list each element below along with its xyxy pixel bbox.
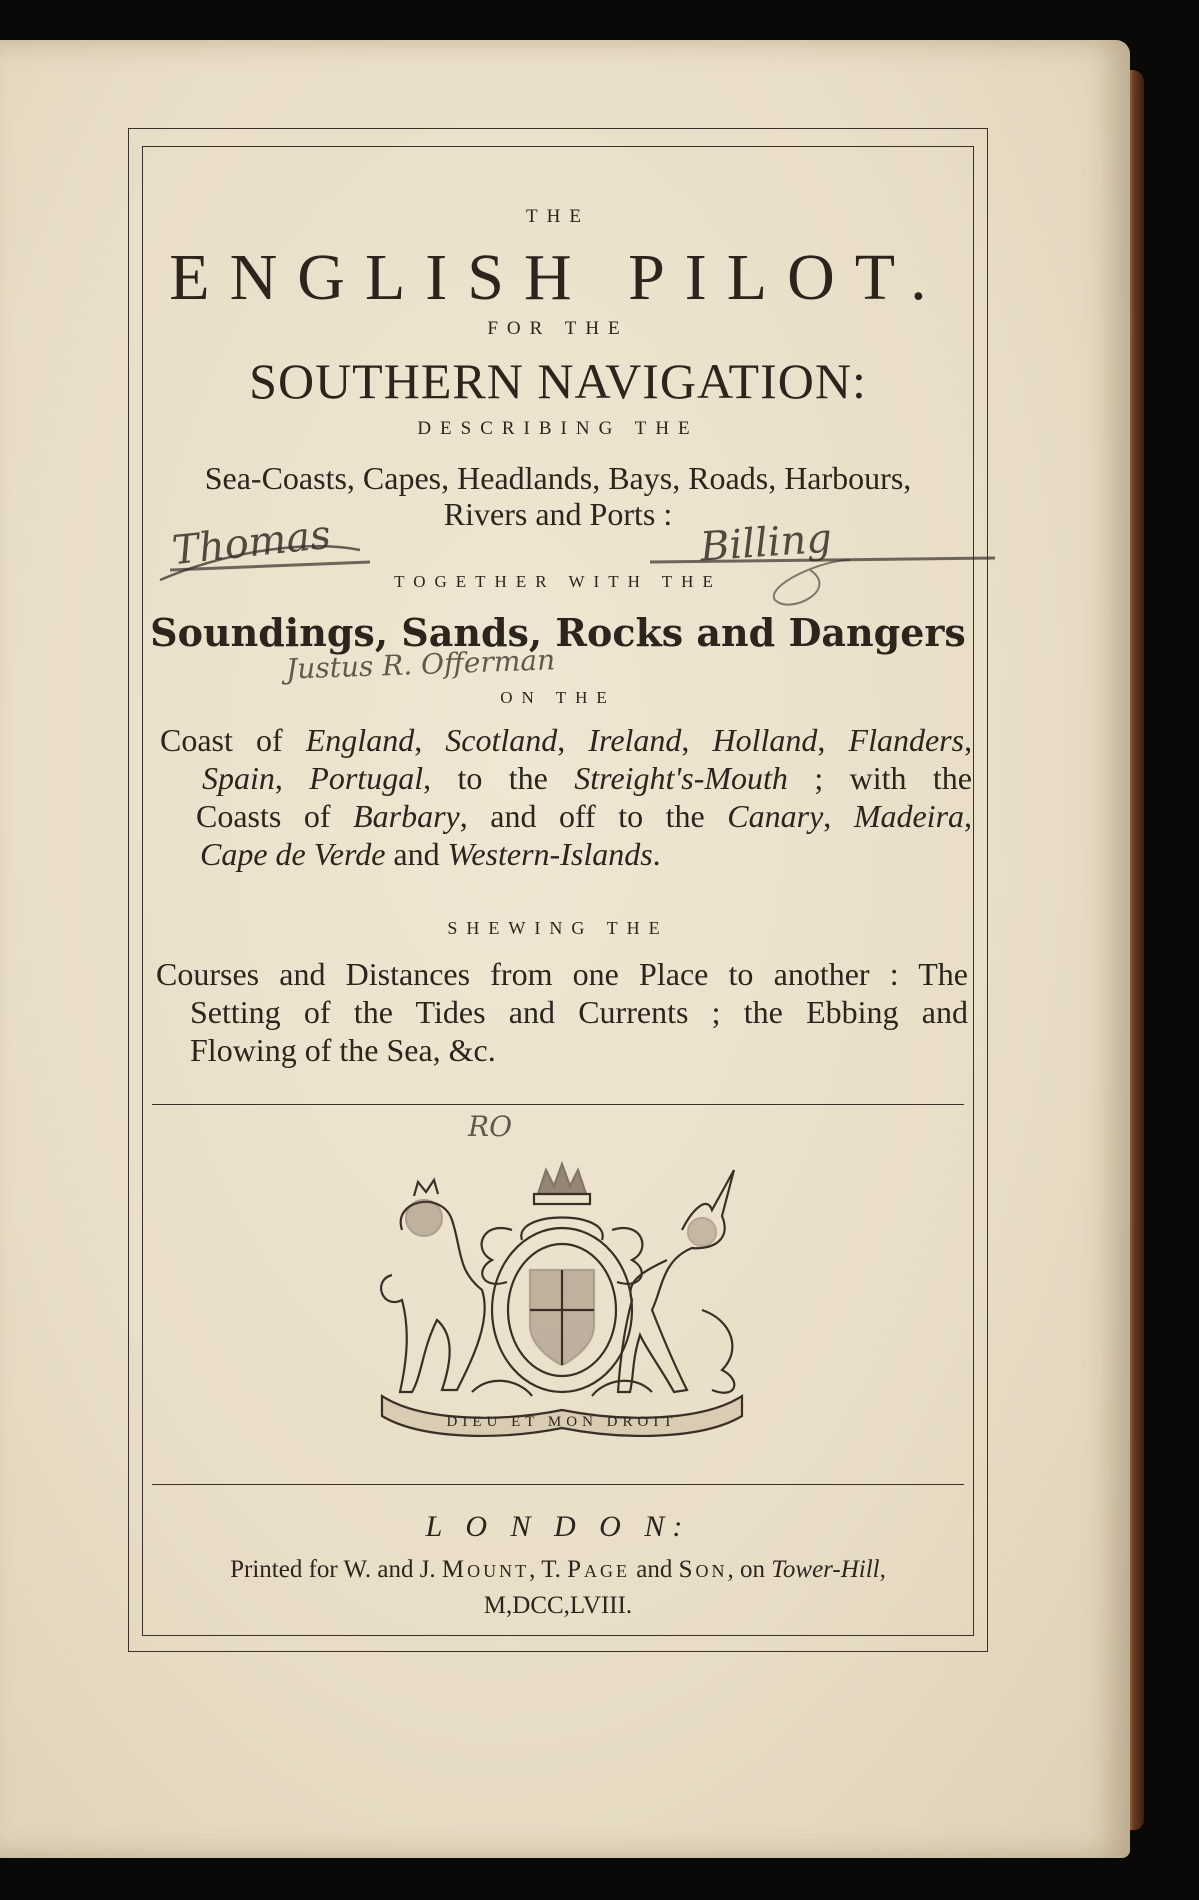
place-flanders: Flanders — [848, 722, 965, 758]
imprint-t: , T. — [529, 1556, 568, 1583]
coast-l2-sep-1: , — [274, 760, 310, 796]
place-england: England — [305, 722, 415, 758]
imprint-on: , on — [727, 1556, 772, 1583]
coast-l1-sep-5: , — [964, 722, 973, 758]
coast-l2-text-2: ; with the — [787, 760, 973, 796]
imprint-and: and — [630, 1556, 679, 1583]
coast-line-3 — [196, 798, 972, 835]
coast-l4-period: . — [652, 836, 661, 872]
description-line-2: Rivers and Ports : — [443, 496, 673, 532]
signature-left: Thomas — [170, 511, 333, 575]
coast-l1-sep-4: , — [817, 722, 849, 758]
signature-strike-lines — [150, 520, 1020, 610]
description-line-1: Sea-Coasts, Capes, Headlands, Bays, Roads, Harbours, — [204, 460, 912, 496]
imprint-printed-for: Printed for W. and J. — [230, 1556, 442, 1583]
imprint-printer — [142, 1556, 974, 1584]
place-madeira: Madeira — [853, 798, 965, 834]
signature-right: Billing — [698, 515, 834, 571]
crest-motto: DIEU ET MON DROIT — [446, 1414, 678, 1430]
coast-line-2 — [202, 760, 972, 797]
place-portugal: Portugal — [309, 760, 424, 796]
imprint-page: Page — [567, 1556, 631, 1583]
heading-describing-the: DESCRIBING THE — [417, 418, 699, 439]
coast-l1-sep-3: , — [681, 722, 713, 758]
blackletter-line: Soundings, Sands, Rocks and Dangers — [150, 610, 966, 655]
courses-line-2: Setting of the Tides and Currents ; the Ebbing and — [190, 994, 968, 1030]
place-scotland: Scotland — [445, 722, 558, 758]
place-canary: Canary — [727, 798, 824, 834]
heading-together-with-the: TOGETHER WITH THE — [394, 572, 722, 591]
coast-l2-text-1: , to the — [423, 760, 575, 796]
coast-l1-sep-1: , — [414, 722, 446, 758]
imprint-son: Son — [678, 1556, 728, 1583]
coast-l1-part-0: Coast of — [160, 722, 306, 758]
coast-line-4 — [200, 836, 661, 873]
coast-l3-text-1: Coasts of — [196, 798, 354, 834]
place-streights-mouth: Streight's-Mouth — [574, 760, 788, 796]
coast-l4-and: and — [385, 836, 448, 872]
signature-middle: Justus R. Offerman — [285, 643, 556, 686]
monogram-ro: RO — [468, 1110, 513, 1143]
coast-l3-text-2: , and off to the — [459, 798, 728, 834]
heading-shewing-the: SHEWING THE — [447, 918, 669, 938]
heading-the: THE — [526, 206, 590, 227]
coast-line-1 — [160, 722, 972, 759]
subtitle: SOUTHERN NAVIGATION: — [249, 353, 867, 409]
coast-l3-sep-2: , — [964, 798, 973, 834]
courses-line-3: Flowing of the Sea, &c. — [190, 1032, 496, 1068]
place-barbary: Barbary — [353, 798, 460, 834]
courses-line-1: Courses and Distances from one Place to another : The — [156, 956, 968, 992]
imprint-mount: Mount — [441, 1556, 530, 1583]
place-holland: Holland — [712, 722, 818, 758]
place-ireland: Ireland — [588, 722, 682, 758]
imprint-london: L O N D O N: — [425, 1510, 691, 1543]
royal-coat-of-arms-icon — [362, 1160, 762, 1440]
coast-l1-sep-2: , — [557, 722, 589, 758]
coast-l3-sep-1: , — [823, 798, 854, 834]
divider-bottom — [152, 1484, 964, 1485]
place-spain: Spain — [202, 760, 275, 796]
imprint-date: M,DCC,LVIII. — [483, 1592, 633, 1619]
main-title: ENGLISH PILOT. — [169, 241, 947, 314]
divider-top — [152, 1104, 964, 1105]
heading-on-the: ON THE — [500, 688, 616, 707]
place-cape-de-verde: Cape de Verde — [200, 836, 386, 872]
imprint-tower-hill: Tower-Hill, — [771, 1556, 886, 1583]
heading-for-the: FOR THE — [487, 318, 629, 339]
place-western-islands: Western-Islands — [447, 836, 653, 872]
